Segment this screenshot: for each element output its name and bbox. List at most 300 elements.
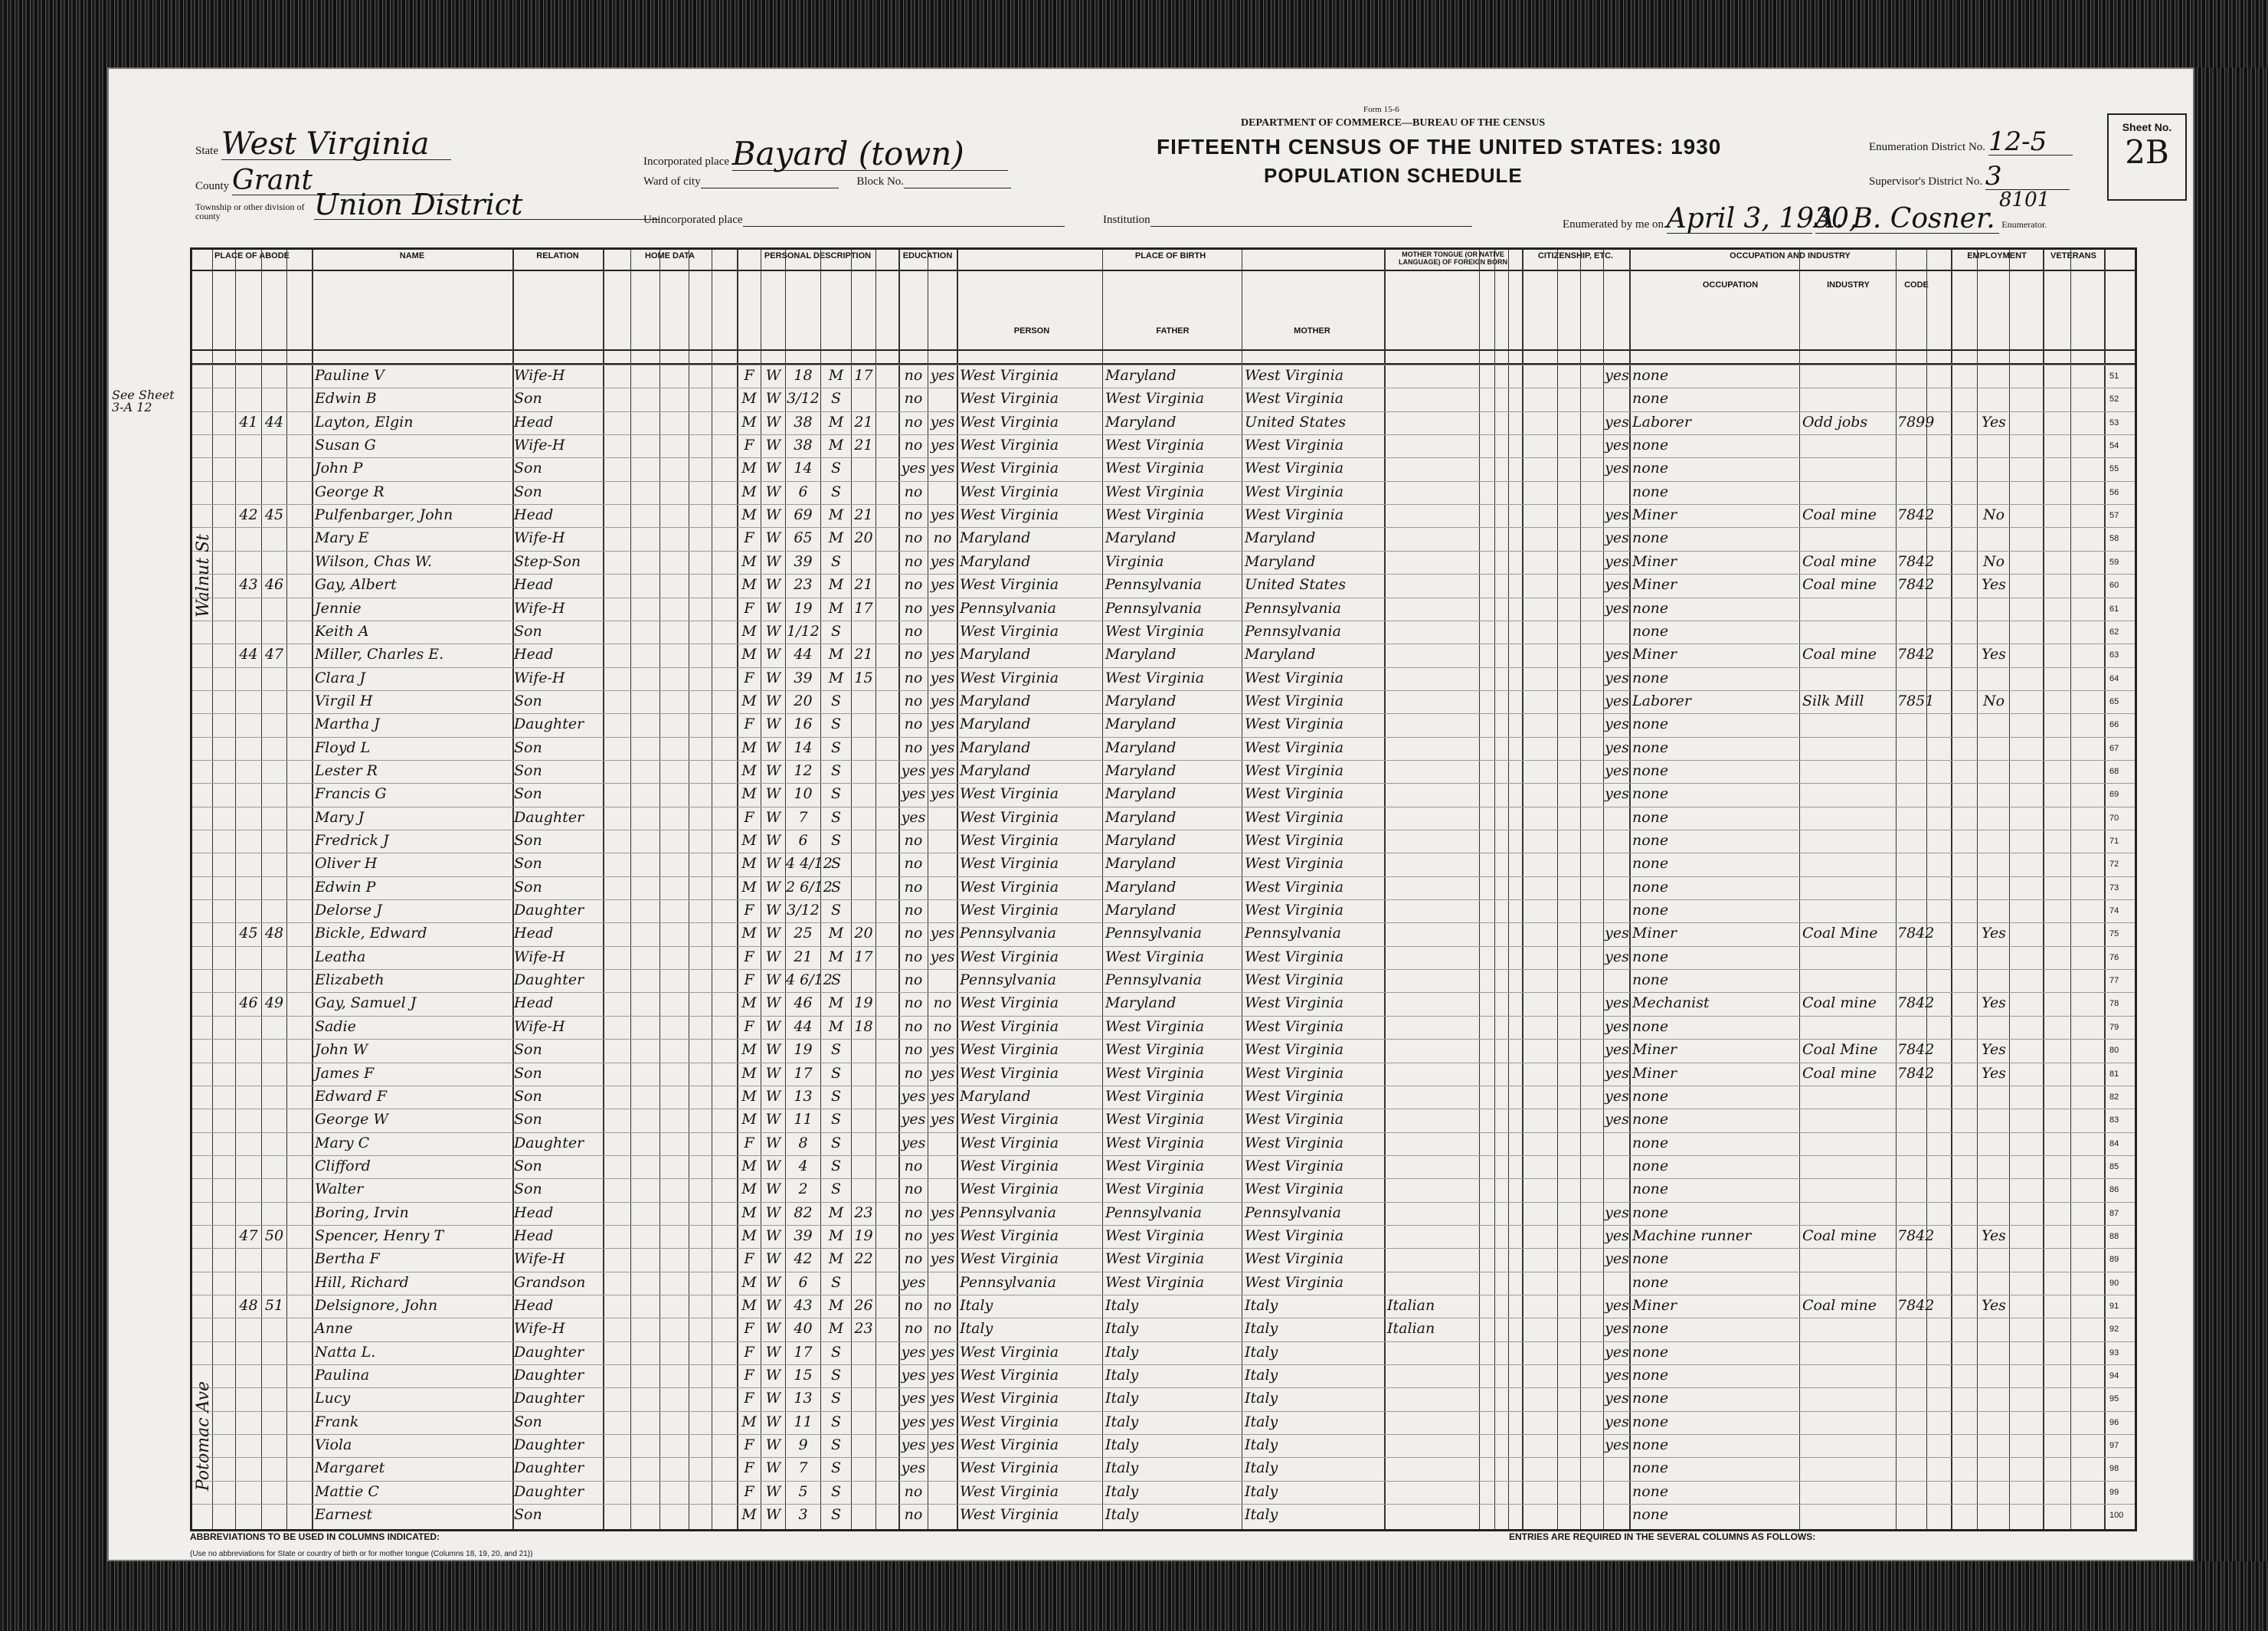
cell-occ: none — [1632, 483, 1669, 500]
subhead-code: CODE — [1904, 280, 1929, 290]
cell-pob: West Virginia — [960, 1506, 1059, 1524]
cell-mpob: Italy — [1245, 1390, 1278, 1407]
cell-rel: Head — [514, 413, 554, 431]
cell-read: yes — [930, 1227, 955, 1244]
cell-ind — [1802, 1017, 1894, 1037]
cell-race: W — [765, 902, 781, 919]
cell-pob: West Virginia — [960, 1227, 1059, 1244]
cell-rel: Daughter — [514, 1459, 584, 1477]
cell-race: W — [765, 646, 781, 663]
cell-ms: S — [830, 552, 842, 570]
cell-fpob: Italy — [1105, 1367, 1139, 1384]
cell-mar — [852, 714, 875, 735]
cell-age: 5 — [798, 1482, 808, 1500]
cell-mpob: Italy — [1245, 1459, 1278, 1477]
cell-fpob: West Virginia — [1105, 506, 1205, 524]
cell-fam — [262, 1249, 286, 1269]
line-number: 73 — [2109, 883, 2119, 892]
cell-mar — [852, 738, 875, 758]
cell-occ: none — [1632, 437, 1669, 454]
cell-fam — [262, 435, 286, 456]
cell-pob: West Virginia — [960, 669, 1059, 686]
line-number: 69 — [2109, 790, 2119, 800]
cell-pob: West Virginia — [960, 948, 1059, 965]
cell-fpob: West Virginia — [1105, 1134, 1205, 1151]
table-row — [192, 1295, 2135, 1316]
cell-tongue — [1387, 435, 1478, 456]
cell-mar: 26 — [854, 1297, 873, 1314]
cell-mar: 15 — [854, 669, 873, 686]
cell-pob: Pennsylvania — [960, 599, 1056, 617]
cell-fam — [262, 388, 286, 409]
cell-pob: West Virginia — [960, 390, 1059, 408]
entries-title: ENTRIES ARE REQUIRED IN THE SEVERAL COLUMNS AS FOLLOWS: — [1509, 1531, 1816, 1542]
cell-fpob: Maryland — [1105, 808, 1177, 826]
cell-name: Mary C — [315, 1134, 370, 1151]
cell-sex: F — [744, 1436, 754, 1454]
cell-tongue — [1387, 923, 1478, 944]
table-row — [192, 481, 2135, 503]
cell-fam — [262, 1156, 286, 1177]
cell-age: 7 — [798, 1459, 808, 1477]
cell-read: yes — [930, 785, 955, 803]
cell-eng — [1605, 1458, 1629, 1479]
cell-sch: no — [904, 971, 923, 989]
cell-race: W — [765, 1227, 781, 1244]
line-number: 88 — [2109, 1231, 2119, 1241]
cell-emp — [1978, 621, 2009, 642]
cell-pob: Maryland — [960, 716, 1031, 733]
cell-rel: Daughter — [514, 1134, 584, 1151]
cell-race: W — [765, 413, 781, 431]
cell-emp: Yes — [1982, 1041, 2006, 1059]
cell-read: yes — [930, 599, 955, 617]
cell-race: W — [765, 1482, 781, 1500]
cell-eng: yes — [1605, 994, 1629, 1012]
cell-name: Floyd L — [315, 739, 371, 756]
cell-emp — [1978, 1342, 2009, 1363]
cell-mar — [852, 1365, 875, 1386]
cell-sch: no — [904, 902, 923, 919]
cell-sch: yes — [901, 1390, 926, 1407]
cell-mpob: West Virginia — [1245, 1041, 1344, 1059]
line-number: 53 — [2109, 418, 2119, 427]
incorporated-place-value: Bayard (town) — [732, 138, 1008, 171]
cell-code — [1897, 1412, 1926, 1433]
cell-mpob: West Virginia — [1245, 1134, 1344, 1151]
table-row — [192, 1411, 2135, 1433]
cell-code — [1897, 714, 1926, 735]
cell-occ: Miner — [1632, 1064, 1677, 1082]
cell-tongue — [1387, 1203, 1478, 1223]
cell-tongue — [1387, 970, 1478, 991]
cell-occ: Miner — [1632, 506, 1677, 524]
cell-fam — [262, 365, 286, 386]
cell-mar: 20 — [854, 529, 873, 547]
cell-sch: no — [904, 948, 923, 965]
cell-age: 1/12 — [787, 622, 820, 640]
cell-occ: none — [1632, 1367, 1669, 1384]
cell-emp — [1978, 365, 2009, 386]
cell-mar — [852, 1342, 875, 1363]
cell-fpob: Italy — [1105, 1482, 1139, 1500]
cell-ind: Coal mine — [1802, 1064, 1877, 1082]
cell-occ: none — [1632, 948, 1669, 965]
cell-emp — [1978, 947, 2009, 968]
cell-emp — [1978, 1272, 2009, 1293]
cell-tongue — [1387, 668, 1478, 689]
cell-name: Keith A — [315, 622, 369, 640]
cell-sch: no — [904, 1297, 923, 1314]
cell-occ: Miner — [1632, 1297, 1677, 1314]
cell-dw — [236, 388, 261, 409]
cell-occ: none — [1632, 1459, 1669, 1477]
cell-ms: M — [828, 599, 844, 617]
cell-fam — [262, 830, 286, 851]
cell-code — [1897, 1318, 1926, 1339]
cell-emp — [1978, 1017, 2009, 1037]
cell-rel: Wife-H — [514, 529, 565, 547]
table-row — [192, 551, 2135, 572]
cell-emp — [1978, 435, 2009, 456]
cell-name: Paulina — [315, 1367, 370, 1384]
cell-rel: Head — [514, 646, 554, 663]
cell-dw: 45 — [239, 925, 258, 942]
cell-mpob: West Virginia — [1245, 855, 1344, 873]
cell-emp — [1978, 668, 2009, 689]
cell-pob: Maryland — [960, 646, 1031, 663]
cell-dw — [236, 1482, 261, 1502]
cell-mar — [852, 1458, 875, 1479]
cell-age: 19 — [794, 1041, 813, 1059]
cell-mar — [852, 970, 875, 991]
cell-emp — [1978, 1412, 2009, 1433]
cell-pob: West Virginia — [960, 622, 1059, 640]
cell-ms: S — [830, 716, 842, 733]
table-row — [192, 667, 2135, 689]
cell-mar: 21 — [854, 646, 873, 663]
supervisor-district-field: Supervisor's District No. 3 — [1869, 163, 2070, 190]
cell-race: W — [765, 761, 781, 779]
cell-race: W — [765, 994, 781, 1012]
population-table — [190, 247, 2137, 1531]
cell-occ: Miner — [1632, 925, 1677, 942]
cell-sex: F — [744, 1459, 754, 1477]
line-number: 59 — [2109, 557, 2119, 567]
cell-sex: M — [741, 552, 757, 570]
cell-read: yes — [930, 1064, 955, 1082]
cell-tongue — [1387, 807, 1478, 828]
subhead-industry: INDUSTRY — [1827, 280, 1870, 290]
cell-emp: Yes — [1982, 1297, 2006, 1314]
cell-fpob: Maryland — [1105, 994, 1177, 1012]
cell-read — [928, 388, 957, 409]
cell-name: Wilson, Chas W. — [315, 552, 432, 570]
cell-tongue — [1387, 1365, 1478, 1386]
cell-pob: Italy — [960, 1320, 993, 1338]
cell-tongue — [1387, 598, 1478, 619]
cell-ms: S — [830, 1134, 842, 1151]
cell-rel: Wife-H — [514, 1017, 565, 1035]
cell-sex: M — [741, 1064, 757, 1082]
cell-pob: West Virginia — [960, 832, 1059, 849]
cell-mpob: West Virginia — [1245, 761, 1344, 779]
cell-ind — [1802, 482, 1894, 503]
cell-age: 13 — [794, 1390, 813, 1407]
cell-fpob: West Virginia — [1105, 483, 1205, 500]
cell-emp — [1978, 761, 2009, 781]
cell-fpob: Maryland — [1105, 529, 1177, 547]
cell-emp: No — [1982, 692, 2005, 709]
census-title: FIFTEENTH CENSUS OF THE UNITED STATES: 1930 — [1157, 135, 1722, 159]
cell-code — [1897, 1388, 1926, 1409]
cell-pob: West Virginia — [960, 1413, 1059, 1430]
cell-name: Frank — [315, 1413, 359, 1430]
cell-occ: none — [1632, 1134, 1669, 1151]
cell-ms: M — [828, 948, 844, 965]
cell-tongue — [1387, 1342, 1478, 1363]
cell-fam — [262, 1133, 286, 1154]
cell-mar — [852, 1482, 875, 1502]
cell-eng: yes — [1605, 692, 1629, 709]
cell-tongue — [1387, 1505, 1478, 1525]
cell-ind — [1802, 1086, 1894, 1107]
cell-occ: none — [1632, 1087, 1669, 1105]
cell-ms: S — [830, 460, 842, 477]
line-number: 91 — [2109, 1302, 2119, 1311]
cell-emp: Yes — [1982, 646, 2006, 663]
cell-eng — [1605, 830, 1629, 851]
cell-ms: S — [830, 390, 842, 408]
cell-read: no — [933, 1297, 952, 1314]
cell-dw: 48 — [239, 1297, 258, 1314]
cell-ms: S — [830, 1273, 842, 1291]
township-value: Union District — [314, 190, 659, 220]
cell-emp — [1978, 482, 2009, 503]
cell-age: 6 — [798, 832, 808, 849]
cell-read: yes — [930, 460, 955, 477]
cell-mpob: West Virginia — [1245, 506, 1344, 524]
cell-ind — [1802, 900, 1894, 921]
line-number: 87 — [2109, 1208, 2119, 1218]
cell-mpob: Italy — [1245, 1343, 1278, 1361]
cell-ms: M — [828, 506, 844, 524]
cell-eng: yes — [1605, 460, 1629, 477]
cell-rel: Son — [514, 1506, 542, 1524]
cell-tongue — [1387, 1086, 1478, 1107]
cell-tongue — [1387, 1249, 1478, 1269]
cell-fam — [262, 1505, 286, 1525]
line-number: 93 — [2109, 1348, 2119, 1358]
cell-dw — [236, 1365, 261, 1386]
cell-occ: Miner — [1632, 1041, 1677, 1059]
cell-fam — [262, 598, 286, 619]
cell-read — [928, 853, 957, 874]
cell-emp: Yes — [1982, 994, 2006, 1012]
cell-mpob: West Virginia — [1245, 902, 1344, 919]
cell-dw — [236, 365, 261, 386]
cell-eng — [1605, 482, 1629, 503]
cell-rel: Son — [514, 855, 542, 873]
cell-mar: 19 — [854, 1227, 873, 1244]
cell-read: no — [933, 1320, 952, 1338]
cell-code — [1897, 1435, 1926, 1456]
cell-race: W — [765, 1134, 781, 1151]
line-number: 94 — [2109, 1371, 2119, 1381]
cell-pob: West Virginia — [960, 1111, 1059, 1128]
cell-race: W — [765, 390, 781, 408]
cell-code — [1897, 365, 1926, 386]
cell-sch: no — [904, 1017, 923, 1035]
cell-tongue — [1387, 738, 1478, 758]
cell-read: yes — [930, 1343, 955, 1361]
cell-read: yes — [930, 1204, 955, 1221]
cell-race: W — [765, 483, 781, 500]
cell-occ: none — [1632, 599, 1669, 617]
cell-ind — [1802, 621, 1894, 642]
cell-ms: M — [828, 646, 844, 663]
cell-emp — [1978, 807, 2009, 828]
cell-tongue — [1387, 761, 1478, 781]
cell-sex: F — [744, 902, 754, 919]
cell-sch: no — [904, 483, 923, 500]
line-number: 74 — [2109, 906, 2119, 916]
cell-race: W — [765, 1017, 781, 1035]
film-border-left — [0, 0, 107, 1631]
cell-sch: no — [904, 669, 923, 686]
cell-tongue — [1387, 1226, 1478, 1246]
cell-mar — [852, 552, 875, 572]
cell-sch: no — [904, 1181, 923, 1198]
cell-ind: Coal Mine — [1802, 925, 1878, 942]
cell-ms: M — [828, 367, 844, 384]
cell-read: no — [933, 529, 952, 547]
cell-occ: none — [1632, 1181, 1669, 1198]
table-row — [192, 876, 2135, 898]
cell-rel: Daughter — [514, 1482, 584, 1500]
cell-occ: none — [1632, 1157, 1669, 1174]
cell-tongue — [1387, 1458, 1478, 1479]
cell-name: Natta L. — [315, 1343, 376, 1361]
cell-code: 7842 — [1897, 646, 1935, 663]
cell-occ: Mechanist — [1632, 994, 1710, 1012]
cell-read — [928, 1133, 957, 1154]
cell-dw — [236, 947, 261, 968]
cell-race: W — [765, 599, 781, 617]
cell-eng: yes — [1605, 1087, 1629, 1105]
cell-fpob: West Virginia — [1105, 1064, 1205, 1082]
cell-emp — [1978, 1156, 2009, 1177]
line-number: 99 — [2109, 1487, 2119, 1497]
cell-tongue — [1387, 1040, 1478, 1060]
cell-read: yes — [930, 1111, 955, 1128]
cell-pob: West Virginia — [960, 1041, 1059, 1059]
cell-emp — [1978, 598, 2009, 619]
cell-name: Susan G — [315, 437, 376, 454]
cell-eng — [1605, 970, 1629, 991]
cell-rel: Wife-H — [514, 437, 565, 454]
cell-emp — [1978, 714, 2009, 735]
cell-mpob: West Virginia — [1245, 1157, 1344, 1174]
cell-emp — [1978, 1109, 2009, 1130]
cell-pob: West Virginia — [960, 1134, 1059, 1151]
cell-ind — [1802, 714, 1894, 735]
cell-ind: Coal mine — [1802, 506, 1877, 524]
table-row — [192, 690, 2135, 712]
cell-code: 7842 — [1897, 1297, 1935, 1314]
line-number: 61 — [2109, 604, 2119, 614]
line-number: 60 — [2109, 581, 2119, 591]
cell-sex: F — [744, 948, 754, 965]
cell-tongue — [1387, 365, 1478, 386]
cell-code — [1897, 1086, 1926, 1107]
cell-mar: 17 — [854, 948, 873, 965]
cell-eng — [1605, 1179, 1629, 1200]
line-number: 80 — [2109, 1046, 2119, 1056]
cell-mpob: Pennsylvania — [1245, 599, 1341, 617]
cell-tongue — [1387, 947, 1478, 968]
cell-mpob: United States — [1245, 413, 1347, 431]
table-row — [192, 1341, 2135, 1363]
cell-tongue — [1387, 1179, 1478, 1200]
cell-sch: no — [904, 1250, 923, 1268]
cell-mpob: West Virginia — [1245, 367, 1344, 384]
cell-code: 7899 — [1897, 413, 1935, 431]
cell-fpob: Pennsylvania — [1105, 1204, 1202, 1221]
cell-ms: M — [828, 925, 844, 942]
cell-eng — [1605, 1133, 1629, 1154]
cell-ms: M — [828, 413, 844, 431]
line-number: 76 — [2109, 952, 2119, 962]
cell-occ: none — [1632, 1506, 1669, 1524]
abbrev-title: ABBREVIATIONS TO BE USED IN COLUMNS INDICATED: — [190, 1531, 440, 1542]
cell-tongue — [1387, 575, 1478, 595]
cell-ind — [1802, 1109, 1894, 1130]
film-border-bottom — [0, 1561, 2268, 1631]
cell-ms: M — [828, 1320, 844, 1338]
cell-ind — [1802, 761, 1894, 781]
cell-sch: no — [904, 646, 923, 663]
abbrev-note: (Use no abbreviations for State or country of birth or for mother tongue (Columns 18, 19, 20, and 21)) — [190, 1550, 533, 1558]
cell-fam — [262, 900, 286, 921]
cell-age: 25 — [794, 925, 813, 942]
cell-rel: Son — [514, 739, 542, 756]
cell-emp — [1978, 853, 2009, 874]
cell-read: yes — [930, 1413, 955, 1430]
cell-code — [1897, 1109, 1926, 1130]
cell-sex: M — [741, 622, 757, 640]
cell-occ: none — [1632, 1482, 1669, 1500]
cell-fam — [262, 482, 286, 503]
cell-name: Mary E — [315, 529, 369, 547]
cell-pob: Maryland — [960, 739, 1031, 756]
cell-fpob: Italy — [1105, 1320, 1139, 1338]
cell-fam — [262, 714, 286, 735]
cell-sch: no — [904, 413, 923, 431]
cell-age: 13 — [794, 1087, 813, 1105]
cell-sex: M — [741, 1413, 757, 1430]
cell-name: Sadie — [315, 1017, 356, 1035]
line-number: 67 — [2109, 743, 2119, 753]
cell-age: 9 — [798, 1436, 808, 1454]
cell-sch: no — [904, 716, 923, 733]
cell-fam — [262, 1458, 286, 1479]
institution-field: Institution — [1103, 215, 1472, 227]
cell-mpob: Pennsylvania — [1245, 1204, 1341, 1221]
cell-mar — [852, 853, 875, 874]
cell-ms: S — [830, 855, 842, 873]
line-number: 79 — [2109, 1022, 2119, 1032]
